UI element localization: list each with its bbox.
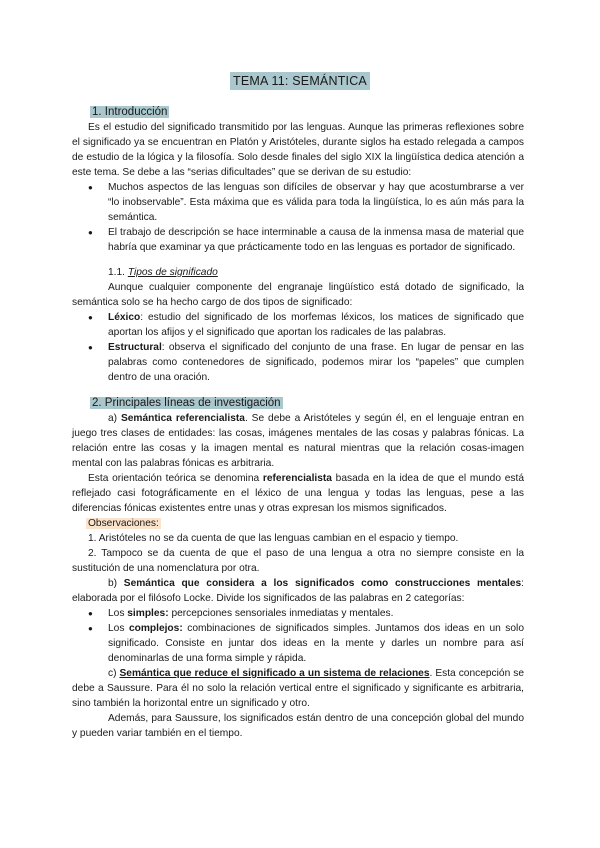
category-term: simples: xyxy=(127,608,169,619)
observation-2: 2. Tampoco se da cuenta de que el paso de una lengua a otra no siempre consiste en la sustitución de una nomenclatura por otra. xyxy=(72,548,524,574)
title-wrap xyxy=(0,72,600,90)
paragraph-a xyxy=(72,411,524,471)
item-title: Semántica referencialista xyxy=(120,413,245,424)
type-estructural xyxy=(108,340,524,385)
types-list xyxy=(72,310,524,385)
category-complejos xyxy=(108,621,524,666)
subsection-1-1-heading xyxy=(108,265,524,280)
item-text: . Esta concepción se debe a Saussure. Para él no solo la relación vertical entre el significado y significante es arbitraria, sino también la horizontal entre un significado y otro. xyxy=(72,668,524,709)
section-1-heading xyxy=(90,104,524,120)
item-prefix: b) xyxy=(108,578,124,589)
section-1-intro: Es el estudio del significado transmitido por las lenguas. Aunque las primeras reflexiones sobre el significado ya se encuentran en Platón y Aristóteles, durante siglos ha estado relegada a campos de estudio de la lógica y la filosofía. Solo desde finales del siglo XIX la lingüística dedica atención a este tema. Se debe a las “serias dificultades” que se derivan de su estudio: xyxy=(72,122,524,178)
spacer xyxy=(72,385,524,395)
subsection-title: Tipos de significado xyxy=(127,267,218,278)
page-title: TEMA 11: SEMÁNTICA xyxy=(230,72,370,90)
bullet-item: ● El trabajo de descripción se hace interminable a causa de la inmensa masa de material que habría que examinar ya que prácticamente todo en las lenguas es portador de significado. xyxy=(108,225,524,255)
document-body xyxy=(72,104,524,741)
subsection-intro: Aunque cualquier componente del engranaje lingüístico está dotado de significado, la semántica solo se ha hecho cargo de dos tipos de significado: xyxy=(72,282,524,308)
category-lead: Los xyxy=(108,608,128,619)
observation-1: 1. Aristóteles no se da cuenta de que las lenguas cambian en el espacio y tiempo. xyxy=(88,533,459,544)
item-prefix: c) xyxy=(108,668,120,679)
category-text: percepciones sensoriales inmediatas y mentales. xyxy=(168,608,394,619)
item-title: Semántica que considera a los significados como construcciones mentales xyxy=(123,578,522,589)
bullet-item: ● Muchos aspectos de las lenguas son difíciles de observar y hay que acostumbrarse a ver “lo inobservable”. Esta máxima que es válida para toda la lingüística, lo es aún más para la semántica. xyxy=(108,180,524,225)
item-title: Semántica que reduce el significado a un sistema de relaciones xyxy=(119,668,430,679)
section-1-bullets xyxy=(72,180,524,255)
type-term: Estructural xyxy=(108,342,162,353)
type-term: Léxico xyxy=(108,312,141,323)
subsection-number: 1.1. xyxy=(108,267,128,278)
item-prefix: a) xyxy=(108,413,121,424)
item-text: . Se debe a Aristóteles y según él, en el lenguaje entran en juego tres clases de entidades: las cosas, imágenes mentales de las cosas y palabras fónicas. La relación entre las cosas y la imagen mental es natural mientras que la relación cosas-imagen mental con las palabras fónicas es arbitraria. xyxy=(72,413,525,469)
type-lexico xyxy=(108,310,524,340)
category-text: combinaciones de significados simples. Juntamos dos ideas en un solo significado. Consiste en juntar dos ideas en la mente y darles un nombre para así denominarlas de una forma simple y rápida. xyxy=(108,623,524,664)
type-text: : observa el significado del conjunto de una frase. En lugar de pensar en las palabras como contenedores de significado, podemos mirar los “papeles” que cumplen dentro de una oración. xyxy=(108,342,524,383)
orientation-text-pre: Esta orientación teórica se denomina xyxy=(88,473,263,484)
observations-label xyxy=(72,516,524,531)
paragraph-c xyxy=(72,666,524,711)
section-2-heading xyxy=(90,395,524,411)
locke-categories-list xyxy=(72,606,524,666)
item-text: : elaborada por el filósofo Locke. Divide los significados de las palabras en 2 categorías: xyxy=(72,578,524,604)
spacer xyxy=(72,255,524,265)
orientation-text-post: basada en la idea de que el mundo está reflejado casi fotográficamente en el léxico de una lengua y todas las lenguas, pese a las diferencias fónicas existentes entre unas y otras expresan los mismos significados. xyxy=(72,473,524,514)
section-1-heading-text: 1. Introducción xyxy=(92,106,168,118)
observations-label-text: Observaciones: xyxy=(88,518,159,529)
category-simples xyxy=(108,606,524,621)
type-text: : estudio del significado de los morfemas léxicos, los matices de significado que aportan los afijos y el significado que aportan los radicales de las palabras. xyxy=(108,312,524,338)
category-lead: Los xyxy=(108,623,129,634)
category-term: complejos: xyxy=(128,623,183,634)
section-2-heading-text: 2. Principales líneas de investigación xyxy=(92,397,281,409)
paragraph-orientation xyxy=(72,471,524,516)
orientation-term: referencialista xyxy=(262,473,332,484)
paragraph-b xyxy=(72,576,524,606)
paragraph-final: Además, para Saussure, los significados están dentro de una concepción global del mundo y pueden variar también en el tiempo. xyxy=(72,713,524,739)
